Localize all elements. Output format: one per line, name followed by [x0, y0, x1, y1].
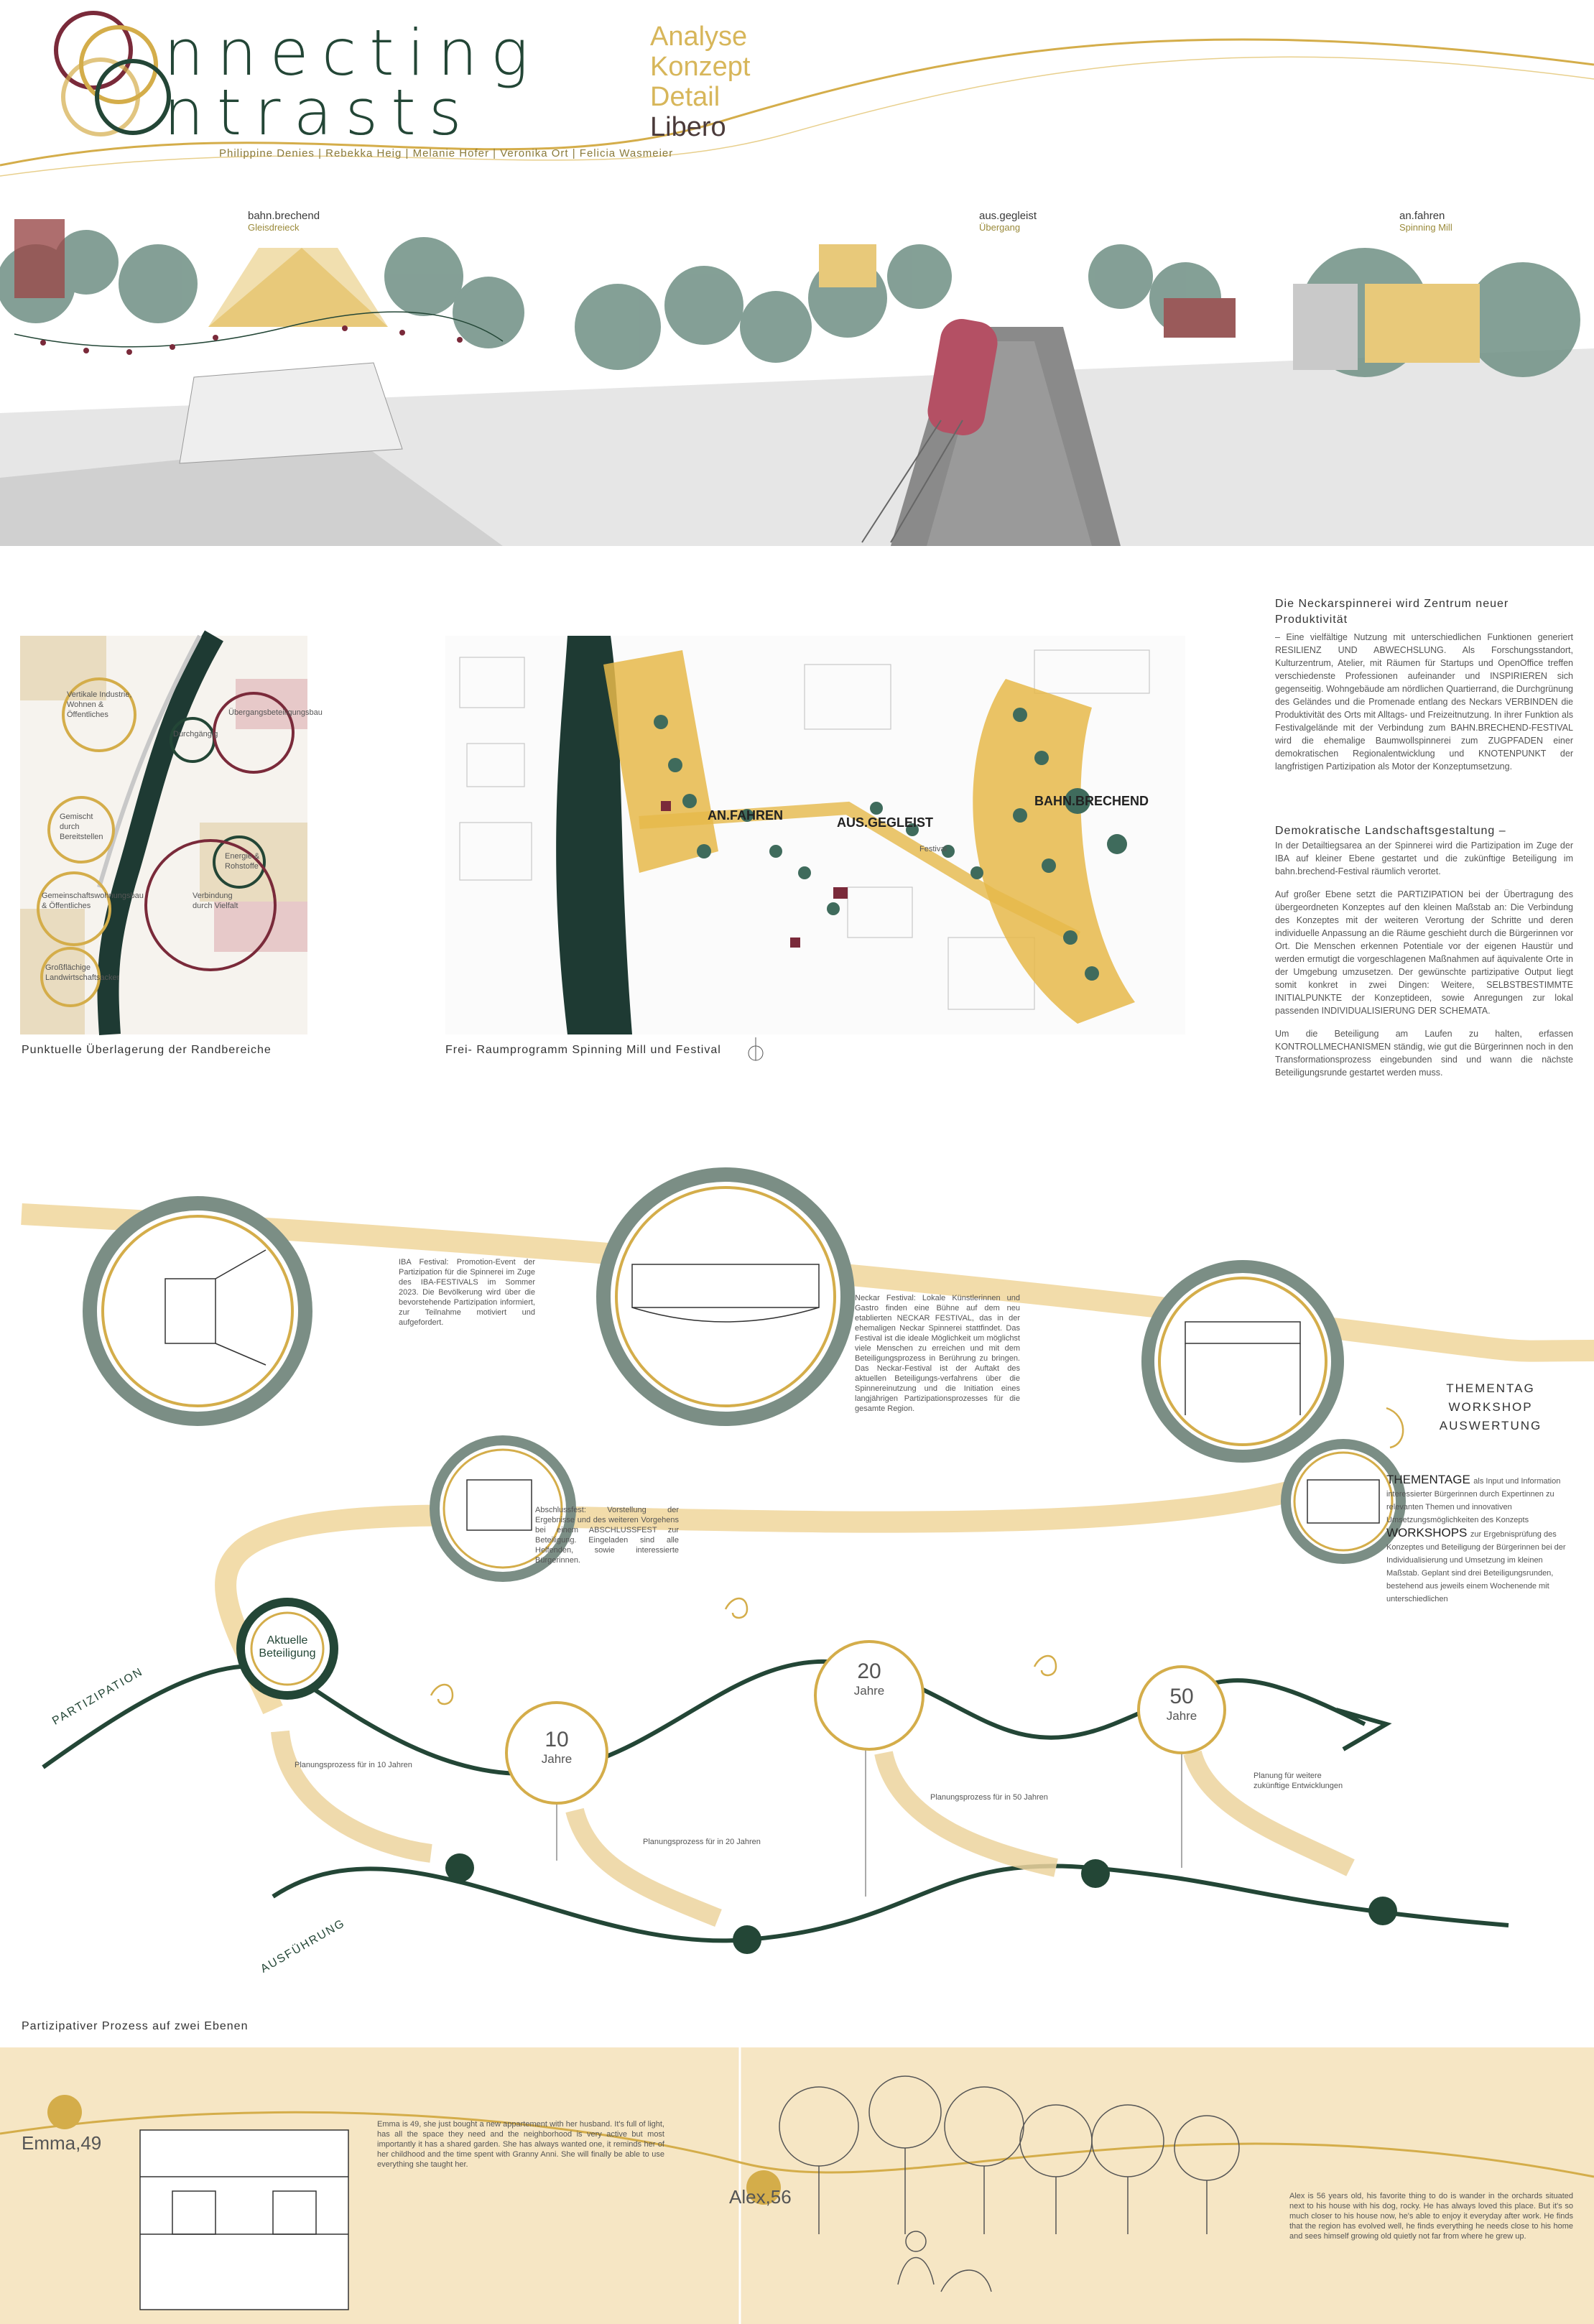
panorama-label-1-sub: Gleisdreieck [248, 222, 300, 233]
logo-co-icon [56, 13, 169, 134]
process-diagram [0, 1178, 1594, 2026]
header-menu [650, 22, 750, 142]
thementage-body: als Input und Information interessierter Bürgerinnen durch Expertinnen zu relevanten Themen und innovativen Umsetzungsmöglichkeiten des Konzepts [1386, 1477, 1561, 1524]
left-bubble-4: Gemischt durch Bereitstellen [60, 813, 103, 841]
milestone-20-unit: Jahre [853, 1684, 885, 1698]
milestone-10-num: 10 [545, 1728, 569, 1751]
text-heading-2: Demokratische Landschaftsgestaltung – [1275, 825, 1506, 837]
panorama-label-1-title: bahn.brechend [248, 210, 320, 222]
left-map [20, 636, 323, 1034]
menu-konzept[interactable]: Konzept [650, 52, 751, 82]
planning-10: Planungsprozess für in 10 Jahren [295, 1761, 412, 1769]
panorama-label-3 [1399, 210, 1452, 233]
menu-detail[interactable]: Detail [650, 82, 720, 112]
workshops-title: WORKSHOPS [1386, 1526, 1468, 1540]
planning-future: Planung für weitere zukünftige Entwicklungen [1254, 1772, 1343, 1790]
text-body-3: Auf großer Ebene setzt die PARTIZIPATION bei der Übertragung des übergeordneten Konzeptes auf den kleinen Maßstab an: Die Verbindung des Konzeptes mit der weiteren Verortung der Schritte und deren individuelle Anpassung an die Räume geschieht durch die Bürgerinnen vor Ort. Die Menschen erkennen Potentiale vor der eigenen Haustür und werden ermutigt die vorgeschlagenen Maßnahmen auf äquivalente Orte in der Umgebung umzusetzen. Der gewünschte partizipative Output liegt somit konkret in zwei Dingen: Weitere, SELBSTBESTIMMTE INITIALPUNKTE der Konzeptideen, sowie Anregungen zur lokal passenden INDIVIDUALISIERUNG DER SCHEMATA. [1275, 889, 1573, 1016]
menu-libero[interactable]: Libero [650, 112, 726, 142]
map-label-festival: Festival [919, 845, 947, 853]
iba-festival-text: IBA Festival: Promotion-Event der Partizipation für die Spinnerei im Zuge des IBA-FESTIVALS im Sommer 2023. Die Bevölkerung wird über die bevorstehende Partizipation informiert, zur Teilnahme motiviert und aufgefordert. [399, 1258, 535, 1327]
right-map [445, 636, 1185, 1034]
text-body-1: – Eine vielfältige Nutzung mit unterschiedlichen Funktionen generiert RESILIENZ UND ABWECHSLUNG. Als Forschungsstandort, Kulturzentrum, Atelier, mit Räumen für Startups und OpenOffice treffen verschiedenste Professionen aufeinander und INSPIRIEREN sich gegenseitig. Wohngebäude am nördlichen Quartierrand, die Durchgrünung des Geländes und die Promenade entlang des Neckars VERBINDEN die Produktivität des Orts mit Alltags- und Freizeitnutzung. In ihrer Funktion als Festivalgelände mit der Verbindung zum BAHN.BRECHEND-FESTIVAL wird die ehemalige Baumwollspinnerei zum ZUGPFADEN einer demokratischen Regionalentwicklung und KNOTENPUNKT der langfristigen Partizipation als Motor der Konzeptumsetzung. [1275, 632, 1573, 772]
milestone-10-unit: Jahre [541, 1752, 573, 1766]
title-line-2: ntrasts [164, 75, 475, 149]
thementag-label: THEMENTAG WORKSHOP AUSWERTUNG [1439, 1381, 1542, 1432]
alex-name: Alex,56 [729, 2186, 792, 2208]
map-label-ausgegleist: AUS.GEGLEIST [837, 815, 934, 830]
ausfuehrung-label: AUSFÜHRUNG [259, 1917, 348, 1976]
aktuelle-beteiligung-label: Aktuelle Beteiligung [259, 1634, 316, 1659]
neckar-festival-text: Neckar Festival: Lokale Künstlerinnen und Gastro finden eine Bühne auf dem neu etablierten NECKAR FESTIVAL, das in der ehemaligen Neckar Spinnerei stattfindet. Das Festival ist die ideale Möglichkeit um möglichst viele Menschen zu erreichen und mit dem Beteiligungsprozess in Berührung zu bringen. Das Neckar-Festival ist der Auftakt des aktuellen Beteiligungs-verfahrens über die Spinnereinutzung und die Initiation eines langjährigen Partizipationsprozesses für die gesamte Region. [855, 1294, 1020, 1413]
milestone-20 [840, 1659, 898, 1698]
right-map-caption: Frei- Raumprogramm Spinning Mill und Festival [445, 1044, 721, 1056]
process-caption: Partizipativer Prozess auf zwei Ebenen [22, 2020, 249, 2032]
panorama-label-3-title: an.fahren [1399, 210, 1445, 222]
map-label-anfahren: AN.FAHREN [708, 808, 784, 823]
panorama-label-3-sub: Spinning Mill [1399, 222, 1452, 233]
menu-analyse[interactable]: Analyse [650, 22, 748, 52]
emma-name: Emma,49 [22, 2132, 102, 2154]
left-bubble-8: Großflächige Landwirtschaftsacker [45, 963, 120, 982]
milestone-50-unit: Jahre [1166, 1709, 1197, 1723]
map-label-bahnbrechend: BAHN.BRECHEND [1034, 794, 1149, 808]
left-bubble-1: Vertikale Industrie, Wohnen & Öffentliches [67, 690, 132, 719]
panorama-label-1 [248, 210, 320, 233]
panorama-label-2-title: aus.gegleist [979, 210, 1037, 222]
left-bubble-5: Energie & Rohstoffe [225, 852, 260, 871]
workshops-body: zur Ergebnisprüfung des Konzeptes und Beteiligung der Bürgerinnen bei der Individualisierung und Umsetzung im kleinen Maßstab. Geplant sind drei Beteiligungsrunden, bestehend aus jeweils einem Wochenende mit unterschiedlichen [1386, 1530, 1566, 1603]
text-body-4: Um die Beteiligung am Laufen zu halten, erfassen KONTROLLMECHANISMEN ständig, wie gut die Bürgerinnen noch in den Transformationsprozess eingebunden sind und wann die nächste Beteiligungsrunde gestartet werden muss. [1275, 1029, 1573, 1078]
panorama-illustration [0, 205, 1594, 546]
text-column [1275, 596, 1573, 1079]
panorama-label-2-sub: Übergang [979, 222, 1021, 233]
emma-text: Emma is 49, she just bought a new appartement with her husband. It's full of light, has all the space they need and the neighborhood is very active but most importantly it has a shared garden. She has always wanted one, it reminds her of her childhood and the time spent with Granny Anni. She will finally be able to use everything she taught her. [377, 2120, 664, 2169]
title-line-1: nnecting [164, 16, 542, 90]
milestone-20-num: 20 [857, 1659, 881, 1683]
left-bubble-2: Durchgängig [173, 730, 218, 739]
alex-text: Alex is 56 years old, his favorite thing to do is wander in the orchards situated next to his house with his dog, rocky. He has always loved this place. But it's so much closer to his house now, he's able to enjoy it everyday after work. He finds that the region has evolved well, he finds everything he needs close to his home and sees himself growing old quietly not far from where he grew up. [1289, 2192, 1573, 2241]
persona-decoration [0, 2047, 1594, 2324]
text-body-2: In der Detailtiegsarea an der Spinnerei wird die Partizipation im Zuge der IBA auf kleiner Ebene gestartet und die zukünftige Beteiligung im bahn.brechend-Festival räumlich verortet. [1275, 841, 1573, 876]
north-arrow-icon [747, 1034, 764, 1063]
authors: Philippine Denies | Rebekka Heig | Melanie Hofer | Veronika Ort | Felicia Wasmeier [219, 147, 674, 159]
milestone-50 [1153, 1685, 1210, 1723]
text-heading-1: Die Neckarspinnerei wird Zentrum neuer Produktivität [1275, 598, 1509, 626]
partizipation-label: PARTIZIPATION [50, 1665, 146, 1728]
left-bubble-3: Übergangsbeteiligungsbau [228, 708, 323, 717]
thementage-block [1386, 1473, 1577, 1605]
milestone-50-num: 50 [1169, 1685, 1194, 1708]
planning-20: Planungsprozess für in 20 Jahren [643, 1838, 761, 1846]
milestone-10 [528, 1728, 585, 1767]
panorama-label-2 [979, 210, 1037, 233]
planning-50: Planungsprozess für in 50 Jahren [930, 1793, 1048, 1802]
left-bubble-6: Gemeinschaftswohnungsbau & Öffentliches [42, 892, 144, 910]
panorama [0, 205, 1594, 546]
abschluss-text: Abschlussfest: Vorstellung der Ergebnisse und des weiteren Vorgehens bei einem ABSCHLUSSFEST zur Beteiligung. Eingeladen sind alle Helfenden, sowie interessierte Bürgerinnen. [535, 1506, 679, 1565]
left-bubble-7: Verbindung durch Vielfalt [193, 892, 238, 910]
thementage-title: THEMENTAGE [1386, 1473, 1470, 1486]
left-map-caption: Punktuelle Überlagerung der Randbereiche [22, 1044, 272, 1056]
right-map-drawing [445, 636, 1185, 1034]
